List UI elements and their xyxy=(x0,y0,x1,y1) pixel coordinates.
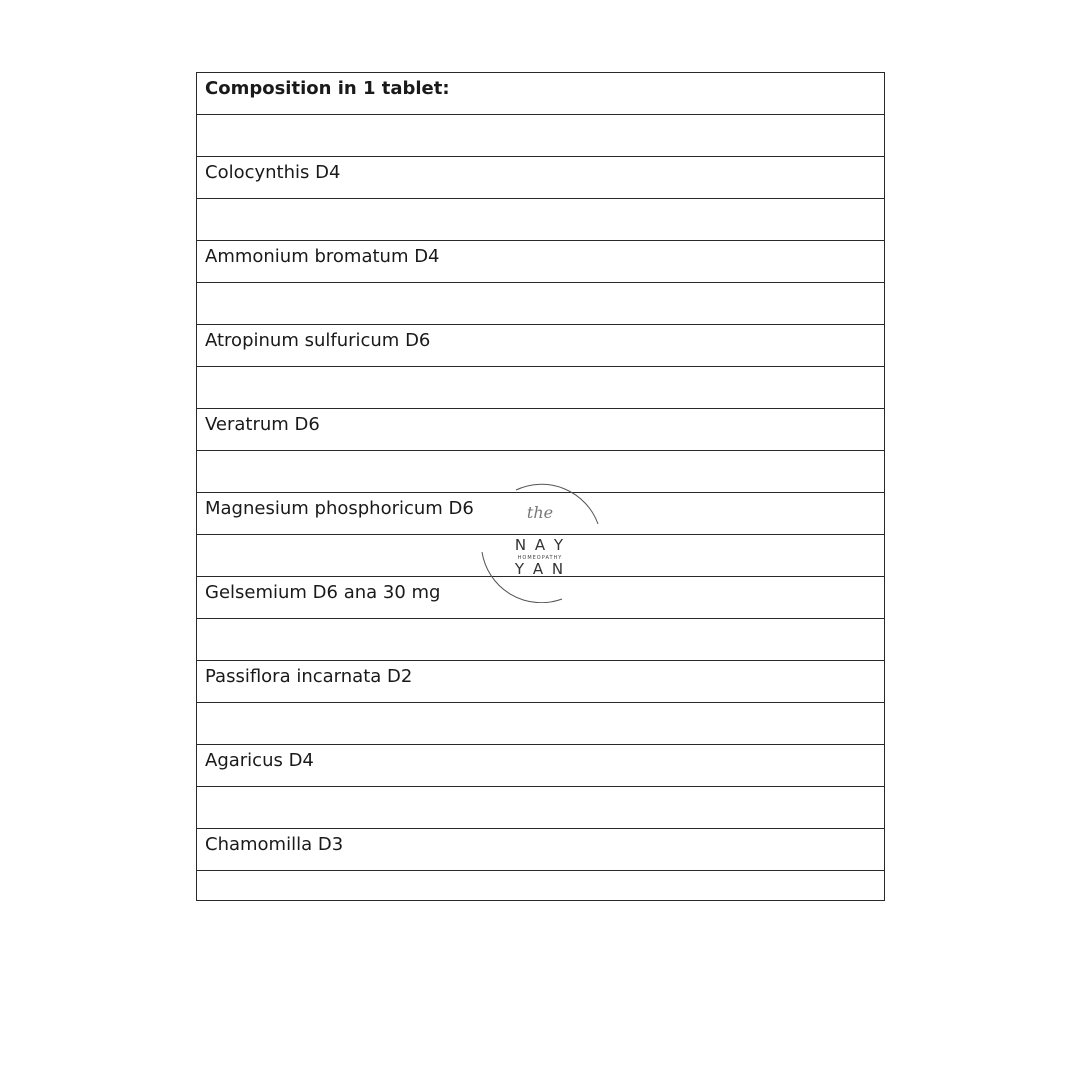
composition-table xyxy=(196,72,885,901)
table-row xyxy=(197,661,885,703)
table-cell xyxy=(197,199,885,241)
table-row xyxy=(197,451,885,493)
table-row xyxy=(197,157,885,199)
table-cell: Colocynthis D4 xyxy=(197,157,885,199)
table-cell: Passiflora incarnata D2 xyxy=(197,661,885,703)
table-cell: Chamomilla D3 xyxy=(197,829,885,871)
table-cell: Atropinum sulfuricum D6 xyxy=(197,325,885,367)
table-row xyxy=(197,829,885,871)
table-cell xyxy=(197,619,885,661)
table-row xyxy=(197,871,885,901)
watermark-script: the xyxy=(526,503,554,522)
table-row xyxy=(197,577,885,619)
table-row xyxy=(197,241,885,283)
table-cell xyxy=(197,787,885,829)
table-row xyxy=(197,745,885,787)
table-cell: Agaricus D4 xyxy=(197,745,885,787)
table-cell xyxy=(197,703,885,745)
table-cell: Veratrum D6 xyxy=(197,409,885,451)
table-row xyxy=(197,325,885,367)
table-cell xyxy=(197,535,885,577)
table-row xyxy=(197,367,885,409)
table-cell: Ammonium bromatum D4 xyxy=(197,241,885,283)
watermark-line1: N A Y xyxy=(514,536,566,554)
table-row xyxy=(197,283,885,325)
table-row xyxy=(197,619,885,661)
table-row xyxy=(197,73,885,115)
table-row xyxy=(197,493,885,535)
table-cell: Magnesium phosphoricum D6 xyxy=(197,493,885,535)
table-row xyxy=(197,115,885,157)
table-cell: Gelsemium D6 ana 30 mg xyxy=(197,577,885,619)
table-row xyxy=(197,787,885,829)
table-row xyxy=(197,409,885,451)
table-cell xyxy=(197,871,885,901)
table-cell xyxy=(197,283,885,325)
table-cell xyxy=(197,367,885,409)
table-row xyxy=(197,535,885,577)
table-header: Composition in 1 tablet: xyxy=(197,73,885,115)
watermark-tagline: HOMEOPATHY xyxy=(517,555,563,561)
table-cell xyxy=(197,451,885,493)
table-row xyxy=(197,199,885,241)
watermark-line2: Y A N xyxy=(514,560,566,578)
table-cell xyxy=(197,115,885,157)
table-row xyxy=(197,703,885,745)
